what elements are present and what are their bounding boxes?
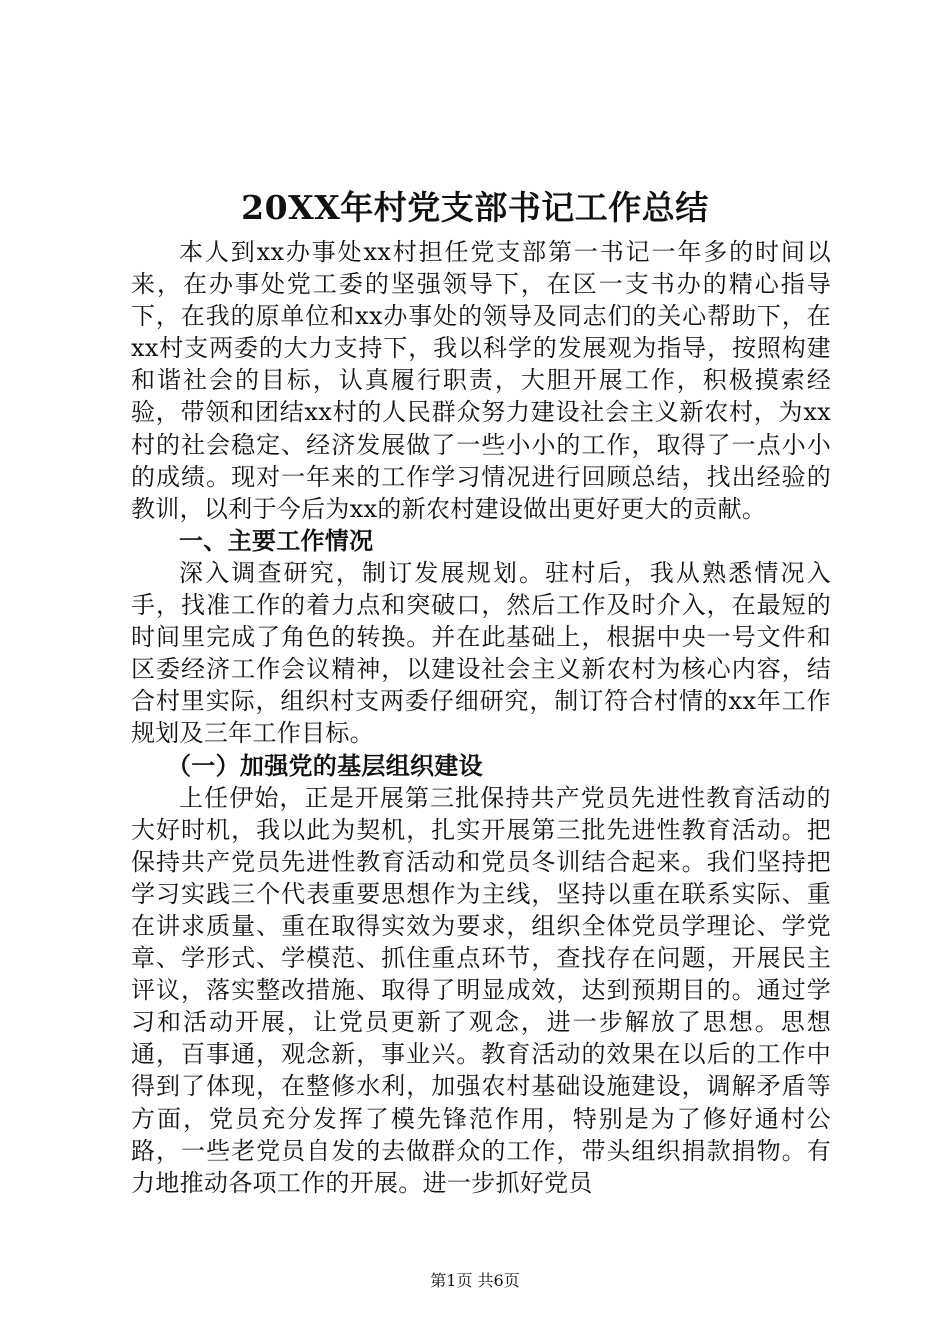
page-number-footer: 第1页 共6页 [430, 1271, 520, 1290]
paragraph-research: 深入调查研究，制订发展规划。驻村后，我从熟悉情况入手，找准工作的着力点和突破口，然后工作及时介入，在最短的时间里完成了角色的转换。并在此基础上，根据中央一号文件和区委经济工作会议精神，以建设社会主义新农村为核心内容，结合村里实际，组织村支两委仔细研究，制订符合村情的xx年工作规划及三年工作目标。 [131, 558, 831, 748]
paragraph-intro: 本人到xx办事处xx村担任党支部第一书记一年多的时间以来，在办事处党工委的坚强领导下，在区一支书办的精心指导下，在我的原单位和xx办事处的领导及同志们的关心帮助下，在xx村支两委的大力支持下，我以科学的发展观为指导，按照构建和谐社会的目标，认真履行职责，大胆开展工作，积极摸索经验，带领和团结xx村的人民群众努力建设社会主义新农村，为xx村的社会稳定、经济发展做了一些小小的工作，取得了一点小小的成绩。现对一年来的工作学习情况进行回顾总结，找出经验的教训，以利于今后为xx的新农村建设做出更好更大的贡献。 [131, 238, 831, 523]
subsection-heading-party-building: （一）加强党的基层组织建设 [167, 751, 483, 780]
paragraph-party-building: 上任伊始，正是开展第三批保持共产党员先进性教育活动的大好时机，我以此为契机，扎实开展第三批先进性教育活动。把保持共产党员先进性教育活动和党员冬训结合起来。我们坚持把学习实践三个代表重要思想作为主线，坚持以重在联系实际、重在讲求质量、重在取得实效为要求，组织全体党员学理论、学党章、学形式、学模范、抓住重点环节，查找存在问题，开展民主评议，落实整改措施、取得了明显成效，达到预期目的。通过学习和活动开展，让党员更新了观念，进一步解放了思想。思想通，百事通，观念新，事业兴。教育活动的效果在以后的工作中得到了体现，在整修水利，加强农村基础设施建设，调解矛盾等方面，党员充分发挥了模先锋范作用，特别是为了修好通村公路，一些老党员自发的去做群众的工作，带头组织捐款捐物。有力地推动各项工作的开展。进一步抓好党员 [131, 783, 831, 1197]
document-body [131, 236, 831, 1199]
section-heading-main-work: 一、主要工作情况 [179, 526, 374, 555]
document-title: 20XX年村党支部书记工作总结 [241, 188, 709, 227]
